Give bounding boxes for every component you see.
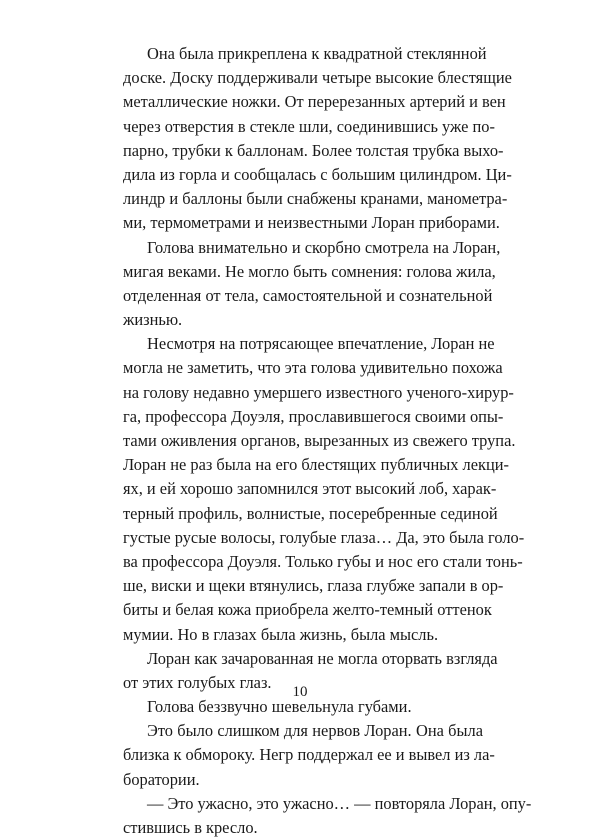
text-line: на голову недавно умершего известного ученого-хирур- — [123, 382, 514, 402]
text-line: доске. Доску поддерживали четыре высокие блестящие — [123, 68, 512, 88]
text-line: ва профессора Доуэля. Только губы и нос его стали тонь- — [123, 551, 523, 571]
text-line: ми, термометрами и неизвестными Лоран приборами. — [123, 213, 500, 233]
text-line: Это было слишком для нервов Лоран. Она была — [147, 721, 483, 741]
text-line: дила из горла и сообщалась с большим цилиндром. Ци- — [123, 164, 512, 184]
text-line: га, профессора Доуэля, прославившегося своими опы- — [123, 406, 504, 426]
text-line: Голова беззвучно шевельнула губами. — [147, 697, 412, 717]
text-line: — Это ужасно, это ужасно… — повторяла Лоран, опу- — [147, 793, 532, 813]
text-line: мумии. Но в глазах была жизнь, была мысль. — [123, 624, 439, 644]
page-number: 10 — [292, 684, 308, 700]
text-line: Она была прикреплена к квадратной стеклянной — [147, 44, 487, 63]
text-line: стившись в кресло. — [123, 818, 258, 837]
text-line: биты и белая кожа приобрела желто-темный оттенок — [123, 600, 492, 620]
text-line: от этих голубых глаз. — [123, 672, 272, 692]
text-line: тами оживления органов, вырезанных из свежего трупа. — [123, 431, 516, 450]
text-line: жизнью. — [123, 310, 183, 330]
text-line: ше, виски и щеки втянулись, глаза глубже запали в ор- — [123, 576, 504, 596]
text-line: Лоран как зачарованная не могла оторвать взгляда — [147, 648, 498, 668]
text-line: отделенная от тела, самостоятельной и сознательной — [123, 285, 493, 305]
text-line: терный профиль, волнистые, посеребренные сединой — [123, 503, 498, 523]
text-line: мигая веками. Не могло быть сомнения: голова жила, — [123, 261, 496, 281]
text-line: близка к обмороку. Негр поддержал ее и вывел из ла- — [123, 745, 495, 765]
text-line: ях, и ей хорошо запомнился этот высокий лоб, харак- — [123, 479, 497, 499]
text-line: могла не заметить, что эта голова удивительно похожа — [123, 358, 503, 378]
text-line: металлические ножки. От перерезанных артерий и вен — [123, 92, 506, 112]
text-line: через отверстия в стекле шли, соединившись уже по- — [123, 116, 495, 136]
text-line: Голова внимательно и скорбно смотрела на Лоран, — [147, 237, 501, 257]
text-line: Лоран не раз была на его блестящих публичных лекци- — [123, 455, 509, 475]
text-line: Несмотря на потрясающее впечатление, Лоран не — [147, 334, 495, 354]
text-line: парно, трубки к баллонам. Более толстая трубка выхо- — [123, 140, 504, 160]
body-text — [123, 42, 532, 840]
text-line: боратории. — [123, 769, 200, 789]
text-line: линдр и баллоны были снабжены кранами, манометра- — [123, 189, 508, 209]
text-line: густые русые волосы, голубые глаза… Да, это была голо- — [123, 527, 525, 547]
